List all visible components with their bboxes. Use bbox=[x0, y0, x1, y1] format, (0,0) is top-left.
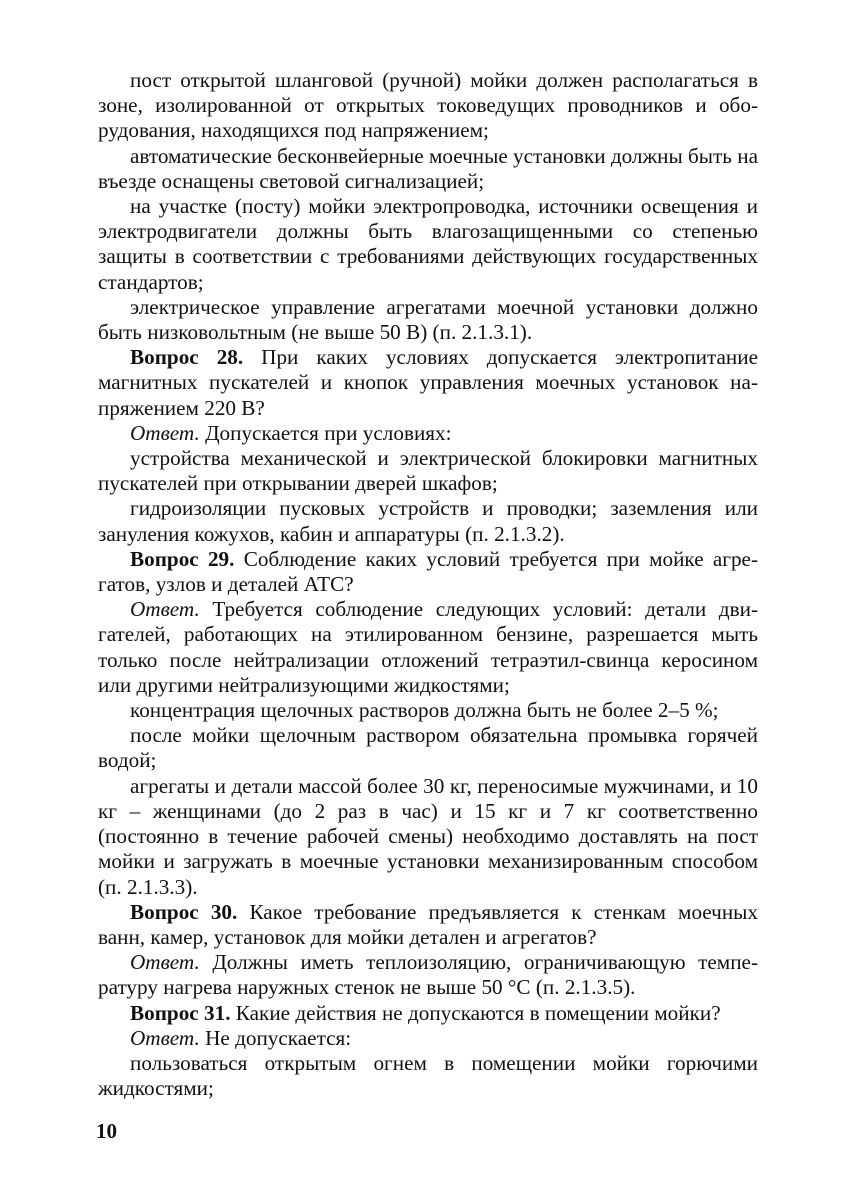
paragraph: пост открытой шланговой (ручной) мойки должен располагаться в зоне, изолированной от открытых токоведущих проводников и оборудования, находящихся под напряжением; bbox=[98, 68, 758, 143]
question-30: Вопрос 30. Какое требование предъявляется к стенкам моечных ванн, камер, установок для мойки детален и агрегатов? bbox=[98, 899, 758, 949]
page-body bbox=[98, 68, 758, 1101]
paragraph: пользоваться открытым огнем в помещении мойки горючими жидкостями; bbox=[98, 1050, 758, 1101]
question-label: Вопрос 30. bbox=[130, 899, 238, 924]
paragraph: устройства механической и электрической блокировки магнитных пускателей при открывании дверей шкафов; bbox=[98, 446, 758, 496]
answer-label: Ответ. bbox=[130, 950, 200, 975]
paragraph: агрегаты и детали массой более 30 кг, переносимые мужчинами, и 10 кг – женщинами (до 2 раз в час) и 15 кг и 7 кг соответственно (постоянно в течение рабочей смены) необходимо доставлять на пост мойки и загружать в моечные установки механизированным способом (п. 2.1.3.3). bbox=[98, 773, 758, 899]
answer-31: Ответ. Не допускается: bbox=[130, 1025, 352, 1050]
answer-28: Ответ. Допускается при условиях: bbox=[130, 420, 452, 445]
answer-30: Ответ. Должны иметь теплоизоляцию, ограничивающую температуру нагрева наружных стенок не выше 50 °С (п. 2.1.3.5). bbox=[98, 950, 758, 1000]
paragraph: автоматические бесконвейерные моечные установки должны быть на въезде оснащены световой сигнализацией; bbox=[98, 143, 758, 193]
question-label: Вопрос 31. bbox=[130, 1000, 231, 1025]
answer-label: Ответ. bbox=[130, 597, 200, 622]
question-29: Вопрос 29. Соблюдение каких условий требуется при мойке агрегатов, узлов и деталей АТС? bbox=[98, 546, 759, 597]
paragraph: электрическое управление агрегатами моечной установки должно быть низковольтным (не выше 50 В) (п. 2.1.3.1). bbox=[98, 294, 758, 345]
paragraph: на участке (посту) мойки электропроводка, источники освещения и электродвигатели должны быть влагозащищенными со степенью защиты в соответствии с требованиями действующих государственных стандартов; bbox=[98, 194, 758, 294]
question-31: Вопрос 31. Какие действия не допускаются в помещении мойки? bbox=[130, 1000, 721, 1025]
question-28: Вопрос 28. При каких условиях допускается электропитание магнитных пускателей и кнопок управления моечных установок напряжением 220 В? bbox=[98, 345, 758, 420]
question-label: Вопрос 29. bbox=[130, 546, 235, 571]
answer-label: Ответ. bbox=[130, 420, 200, 445]
paragraph: гидроизоляции пусковых устройств и проводки; заземления или зануления кожухов, кабин и аппаратуры (п. 2.1.3.2). bbox=[98, 496, 758, 546]
answer-29: Ответ. Требуется соблюдение следующих условий: детали двигателей, работающих на этилированном бензине, разрешается мыть только после нейтрализации отложений тетраэтил-свинца керосином или другими нейтрализующими жидкостями; bbox=[98, 597, 758, 697]
paragraph: после мойки щелочным раствором обязательна промывка горячей водой; bbox=[98, 723, 758, 773]
answer-label: Ответ. bbox=[130, 1025, 200, 1050]
paragraph: концентрация щелочных растворов должна быть не более 2–5 %; bbox=[130, 698, 719, 723]
page-number: 10 bbox=[96, 1119, 117, 1143]
question-label: Вопрос 28. bbox=[130, 345, 244, 370]
